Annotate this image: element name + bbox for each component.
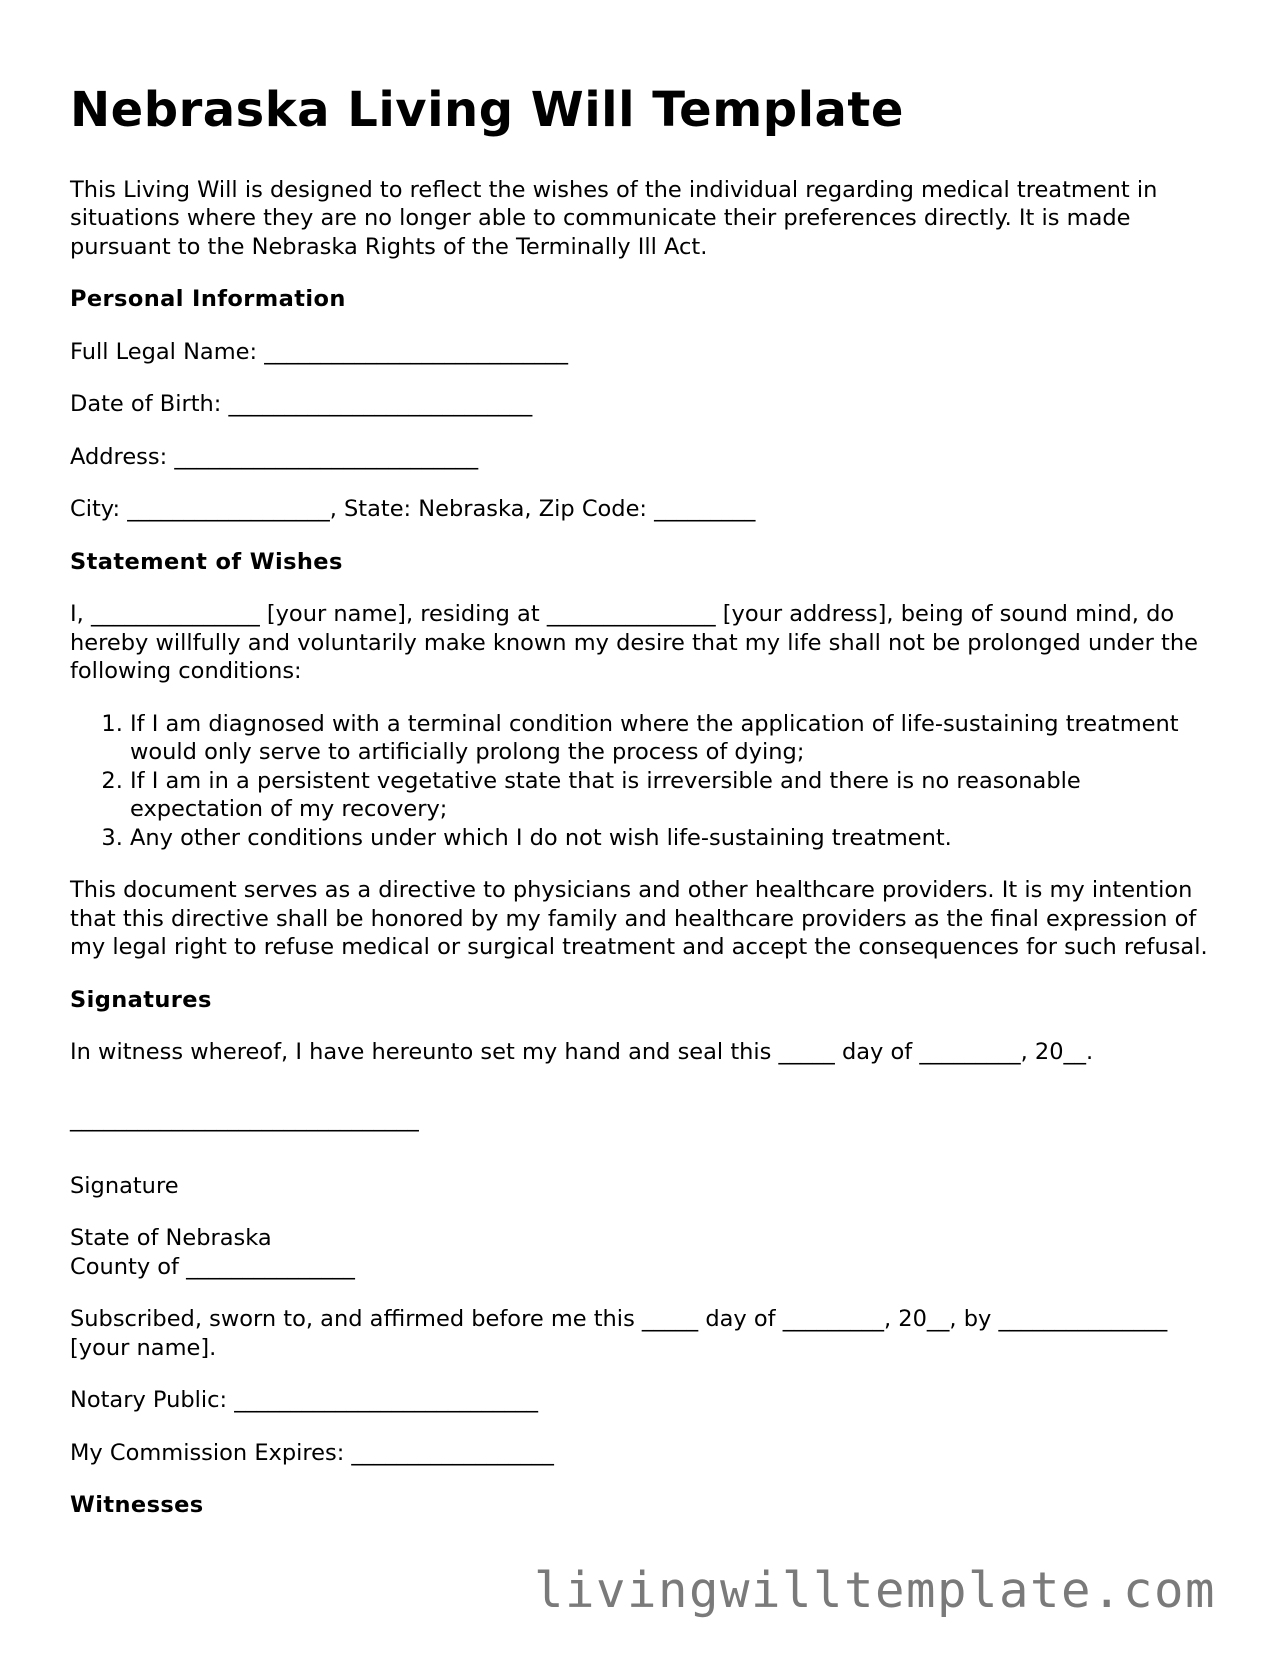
state-line: State of Nebraska: [70, 1225, 272, 1252]
condition-item: 3. Any other conditions under which I do not wish life-sustaining treatment.: [130, 824, 1216, 853]
county-line: County of _______________: [70, 1253, 355, 1280]
witnesses-heading: Witnesses: [70, 1492, 204, 1519]
signature-label: Signature: [70, 1172, 179, 1199]
date-of-birth-field: Date of Birth: ___________________________: [70, 391, 533, 418]
site-watermark: livingwilltemplate.com: [534, 1562, 1217, 1619]
condition-item: 2. If I am in a persistent vegetative state that is irreversible and there is no reasonable expectation of my recovery;: [130, 767, 1216, 824]
full-legal-name-field: Full Legal Name: ___________________________: [70, 338, 568, 365]
page-title: Nebraska Living Will Template: [70, 82, 904, 138]
declaration-paragraph: I, _______________ [your name], residing at _______________ [your address], being of sound mind, do hereby willfully and voluntarily make known my desire that my life shall not be prolonged under the following conditions:: [70, 601, 1198, 685]
commission-expires-field: My Commission Expires: __________________: [70, 1439, 554, 1466]
document-page: [70, 82, 1216, 1544]
conditions-list: [70, 710, 1216, 853]
notary-public-field: Notary Public: ___________________________: [70, 1387, 538, 1414]
directive-paragraph: This document serves as a directive to physicians and other healthcare providers. It is my intention that this directive shall be honored by my family and healthcare providers as the final expression of my legal right to refuse medical or surgical treatment and accept the consequences for such refusal.: [70, 877, 1208, 961]
signature-blank-line: _______________________________: [70, 1105, 419, 1132]
personal-information-heading: Personal Information: [70, 286, 346, 313]
subscribed-sworn-paragraph: Subscribed, sworn to, and affirmed before me this _____ day of _________, 20__, by _______________ [your name].: [70, 1306, 1168, 1361]
city-state-zip-field: City: __________________, State: Nebraska, Zip Code: _________: [70, 496, 756, 523]
state-county-block: [70, 1224, 1216, 1281]
statement-of-wishes-heading: Statement of Wishes: [70, 548, 343, 575]
address-field: Address: ___________________________: [70, 443, 479, 470]
witness-whereof-line: In witness whereof, I have hereunto set my hand and seal this _____ day of _________, 20__.: [70, 1039, 1094, 1066]
condition-item: 1. If I am diagnosed with a terminal condition where the application of life-sustaining treatment would only serve to artificially prolong the process of dying;: [130, 710, 1216, 767]
intro-paragraph: This Living Will is designed to reflect the wishes of the individual regarding medical treatment in situations where they are no longer able to communicate their preferences directly. It is made pursuant to the Nebraska Rights of the Terminally Ill Act.: [70, 176, 1158, 260]
signatures-heading: Signatures: [70, 986, 212, 1013]
